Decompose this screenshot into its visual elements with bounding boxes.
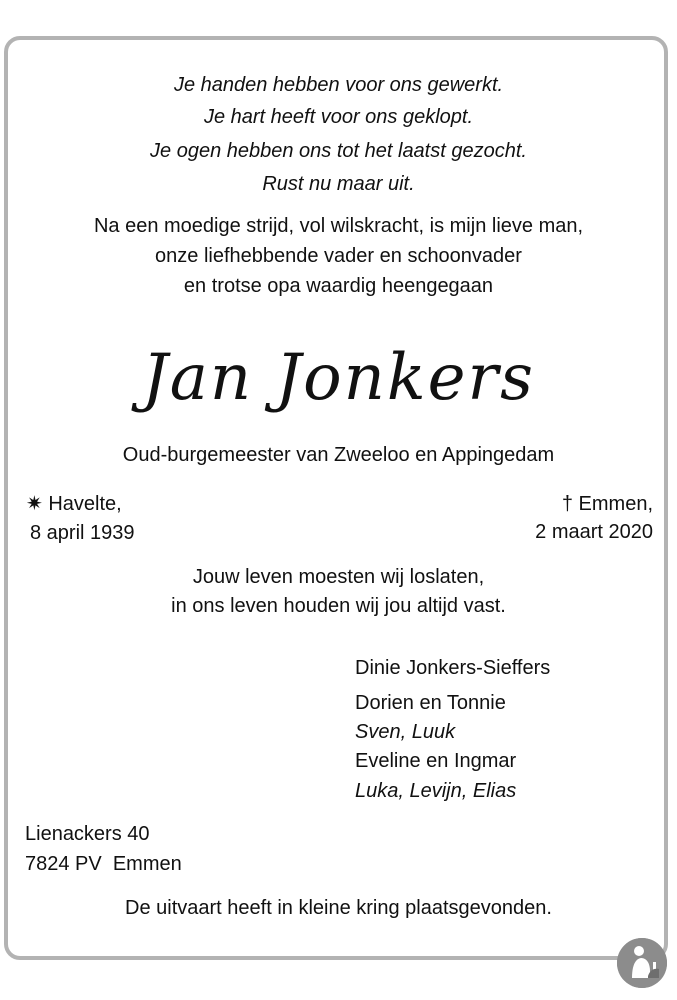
family-spouse: Dinie Jonkers-Sieffers: [355, 657, 551, 679]
deceased-name: Jan Jonkers: [142, 341, 535, 415]
death-place-line: [562, 492, 653, 516]
death-place: Emmen,: [578, 493, 653, 515]
role-line: Oud-burgemeester van Zweeloo en Appingedam: [122, 444, 555, 466]
family-child: Eveline en Ingmar: [355, 750, 517, 772]
cross-icon: †: [561, 493, 573, 515]
intro-line: en trotse opa waardig heengegaan: [183, 275, 494, 297]
poem-line: Je ogen hebben ons tot het laatst gezocht.: [150, 140, 527, 162]
family-grandchildren: Sven, Luuk: [355, 721, 456, 743]
poem-line: Je hart heeft voor ons geklopt.: [203, 106, 474, 128]
intro-line: Na een moedige strijd, vol wilskracht, is mijn lieve man,: [93, 215, 584, 237]
address-city: 7824 PV Emmen: [25, 853, 182, 875]
intro-line: onze liefhebbende vader en schoonvader: [155, 245, 522, 267]
death-date: 2 maart 2020: [535, 521, 653, 543]
family-child: Dorien en Tonnie: [355, 692, 506, 714]
verse-line: Jouw leven moesten wij loslaten,: [192, 566, 485, 588]
address-street: Lienackers 40: [25, 823, 150, 845]
star-icon: ✷: [26, 493, 43, 515]
birth-place-line: [26, 492, 122, 516]
poem-line: Rust nu maar uit.: [262, 173, 415, 195]
birth-date: 8 april 1939: [30, 522, 135, 544]
poem-line: Je handen hebben voor ons gewerkt.: [173, 74, 504, 96]
memorial-logo-icon: [617, 938, 667, 988]
birth-place: Havelte,: [48, 493, 122, 515]
closing-line: De uitvaart heeft in kleine kring plaatsgevonden.: [125, 897, 552, 919]
family-grandchildren: Luka, Levijn, Elias: [355, 780, 517, 802]
verse-line: in ons leven houden wij jou altijd vast.: [171, 595, 506, 617]
